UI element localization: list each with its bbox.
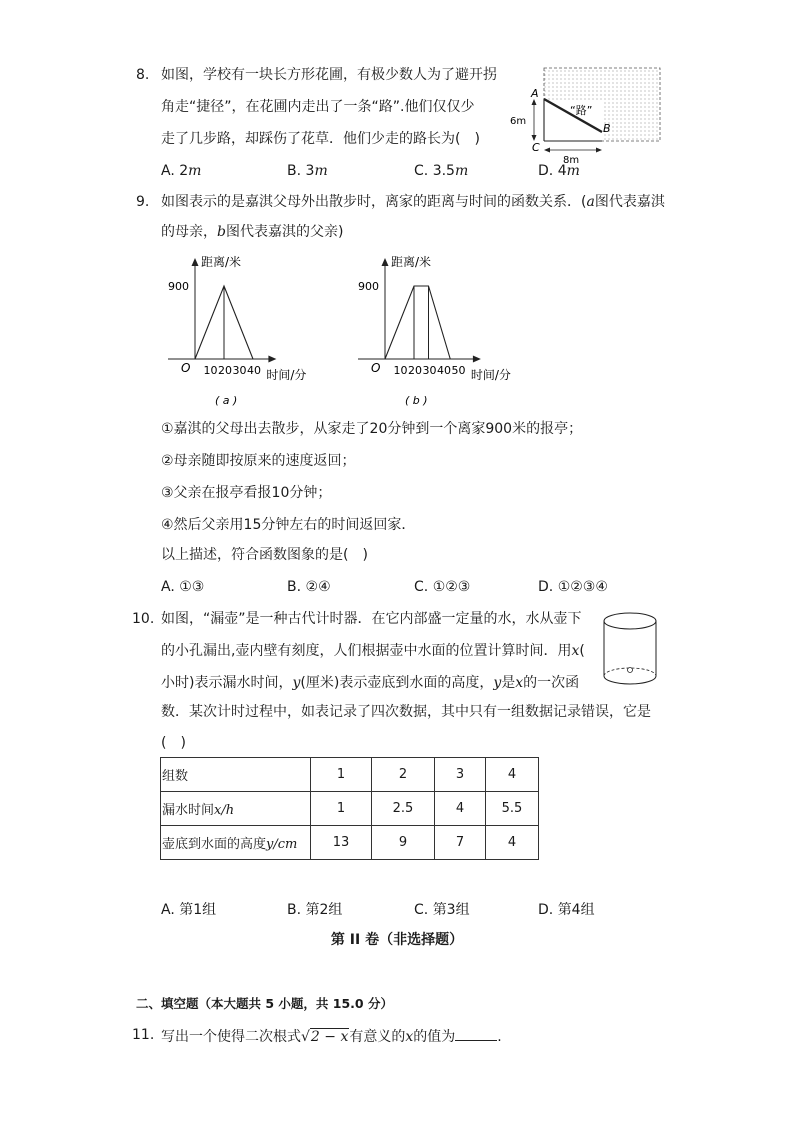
q9-number: 9. <box>136 194 150 210</box>
q9-statement-3: ③父亲在报亭看报10分钟； <box>161 485 332 501</box>
q10-option-a[interactable]: A. 第1组 <box>161 902 217 918</box>
x-axis-label: 时间/分 <box>470 368 511 382</box>
q9-statement-4: ④然后父亲用15分钟左右的时间返回家． <box>161 517 416 533</box>
label-road: “路” <box>570 104 593 117</box>
q9-statement-1: ①嘉淇的父母出去散步，从家走了20分钟到一个离家900米的报亭； <box>161 421 583 437</box>
answer-blank[interactable] <box>455 1026 497 1041</box>
q8-number: 8. <box>136 67 150 83</box>
table-row <box>161 758 539 792</box>
graph-caption: ( a ) <box>215 394 238 407</box>
q9-line-1: 如图表示的是嘉淇父母外出散步时，离家的距离与时间的函数关系．(a图代表嘉淇 <box>161 194 665 210</box>
origin-label: O <box>181 361 191 375</box>
part2-title: 第 II 卷（非选择题） <box>330 932 464 948</box>
q8-line-1: 如图，学校有一块长方形花圃，有极少数人为了避开拐 <box>161 67 497 83</box>
table-cell: 9 <box>372 826 435 860</box>
y-tick-label: 900 <box>168 280 189 293</box>
table-head-cell: 漏水时间x/h <box>161 792 311 826</box>
table-cell: 2.5 <box>372 792 435 826</box>
q9-option-b[interactable]: B. ②④ <box>287 579 331 595</box>
x-tick-label: 10 <box>393 364 408 377</box>
x-tick-label: 10 <box>203 364 218 377</box>
q10-number: 10. <box>132 611 155 627</box>
graph-b <box>350 250 550 410</box>
x-tick-label: 40 <box>247 364 261 377</box>
q10-table <box>160 757 539 860</box>
origin-label: O <box>371 361 381 375</box>
x-axis-arrow <box>473 356 481 363</box>
table-cell: 1 <box>311 758 372 792</box>
table-cell: 13 <box>311 826 372 860</box>
q9-option-c[interactable]: C. ①②③ <box>414 579 471 595</box>
q11-number: 11. <box>132 1027 155 1043</box>
q9-conclusion: 以上描述，符合函数图象的是( ) <box>161 547 368 563</box>
q8-option-d[interactable]: D. 4m <box>538 163 580 179</box>
y-axis-arrow <box>192 258 199 266</box>
table-cell: 5.5 <box>486 792 539 826</box>
q9-line-2: 的母亲，b图代表嘉淇的父亲) <box>161 224 344 240</box>
table-row <box>161 792 539 826</box>
cylinder-top <box>604 613 656 629</box>
x-tick-label: 20 <box>218 364 232 377</box>
leak-hole <box>628 668 633 673</box>
x-tick-label: 30 <box>422 364 437 377</box>
y-axis-label: 距离/米 <box>201 255 242 269</box>
label-c: C <box>532 141 540 154</box>
q10-option-b[interactable]: B. 第2组 <box>287 902 343 918</box>
table-cell: 7 <box>435 826 486 860</box>
q8-line-2: 角走“捷径”，在花圃内走出了一条“路”.他们仅仅少 <box>161 99 475 115</box>
y-axis-arrow <box>382 258 389 266</box>
q10-line-3: 小时)表示漏水时间，y(厘米)表示壶底到水面的高度，y是x的一次函 <box>161 675 580 691</box>
section2-title: 二、填空题（本大题共 5 小题，共 15.0 分） <box>136 996 393 1011</box>
graph-caption: ( b ) <box>405 394 428 407</box>
graph-a <box>160 250 350 410</box>
label-b: B <box>603 122 611 135</box>
x-tick-label: 40 <box>437 364 451 377</box>
x-axis-label: 时间/分 <box>266 368 307 382</box>
q8-option-c[interactable]: C. 3.5m <box>414 163 469 179</box>
q11-text: 写出一个使得二次根式√2 − x有意义的x的值为 . <box>161 1026 502 1046</box>
x-tick-label: 20 <box>408 364 422 377</box>
dim-arrow-left <box>544 148 550 153</box>
table-cell: 1 <box>311 792 372 826</box>
label-a: A <box>531 87 539 100</box>
y-axis-label: 距离/米 <box>391 255 432 269</box>
q10-option-d[interactable]: D. 第4组 <box>538 902 595 918</box>
q10-option-c[interactable]: C. 第3组 <box>414 902 470 918</box>
q8-option-b[interactable]: B. 3m <box>287 163 328 179</box>
label-cb-length: 8m <box>563 155 580 166</box>
q8-option-a[interactable]: A. 2m <box>161 163 202 179</box>
table-cell: 2 <box>372 758 435 792</box>
q9-option-d[interactable]: D. ①②③④ <box>538 579 608 595</box>
y-tick-label: 900 <box>358 280 379 293</box>
q10-line-4: 数．某次计时过程中，如表记录了四次数据，其中只有一组数据记录错误，它是 <box>161 704 651 720</box>
q9-statement-2: ②母亲随即按原来的速度返回； <box>161 453 356 469</box>
q10-line-1: 如图，“漏壶”是一种古代计时器．在它内部盛一定量的水，水从壶下 <box>161 611 582 627</box>
water-clock-figure <box>600 610 662 690</box>
q10-line-2: 的小孔漏出,壶内壁有刻度，人们根据壶中水面的位置计算时间．用x( <box>161 643 585 659</box>
q8-garden-figure <box>508 62 668 166</box>
q10-line-5: ( ) <box>161 735 186 751</box>
x-axis-arrow <box>268 356 276 363</box>
table-head-cell: 壶底到水面的高度y/cm <box>161 826 311 860</box>
table-head-cell: 组数 <box>161 758 311 792</box>
table-row <box>161 826 539 860</box>
series-line <box>385 286 450 359</box>
table-cell: 4 <box>435 792 486 826</box>
table-cell: 4 <box>486 758 539 792</box>
label-ac-length: 6m <box>510 116 527 127</box>
table-cell: 3 <box>435 758 486 792</box>
table-cell: 4 <box>486 826 539 860</box>
q9-option-a[interactable]: A. ①③ <box>161 579 205 595</box>
sqrt-expression: √2 − x <box>301 1029 349 1045</box>
cylinder-bottom-front <box>604 676 656 684</box>
q8-line-3: 走了几步路，却踩伤了花草．他们少走的路长为( ) <box>161 131 480 147</box>
dim-arrow-right <box>596 148 602 153</box>
x-tick-label: 50 <box>451 364 466 377</box>
x-tick-label: 30 <box>232 364 247 377</box>
